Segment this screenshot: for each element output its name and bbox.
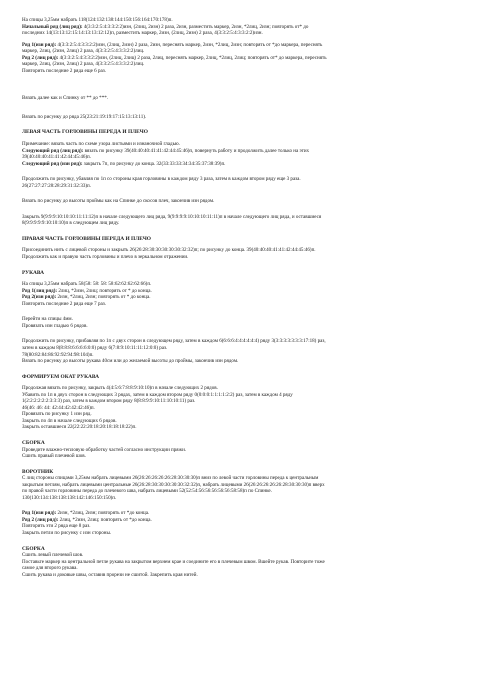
collar-para-1-total: 130(130:134:138:138:138:142:146:150:150)п. (22, 494, 117, 501)
left-para-1-cont: 26(27:27:27:28:28:29:31:32:33)п. (22, 182, 92, 189)
collar-para-1: С лиц стороны спицами 3,25мм набрать лицевыми 26(26:26:26:26:26:28:30:30:30)п вниз по левой части горловины переда к центральным (22, 475, 319, 482)
section-title-right-neck: ПРАВАЯ ЧАСТЬ ГОРЛОВИНЫ ПЕРЕДА И ПЛЕЧО (22, 235, 151, 242)
collar-para-1-cont: закрытым петлям, набрать лицевыми центральные 26(26:28:30:30:30:30:30:32:32)п, набрать лицевыми 26(26:26:26:26:26:28:30:30:30)п вверх (22, 481, 325, 488)
row-2-label: Ряд 2 (лиц ряд): (22, 54, 59, 61)
cap-para-4: Закрыть по 4п в начале следующих 6 рядов. (22, 417, 117, 424)
intro-row-2-cont: маркер, 2лиц, (2изн, 2лиц) 2 раза, 4(3:3:2:5:4:3:3:2:2)лиц. (22, 61, 145, 68)
sleeve-row-1-text: 2лиц, *2изн, 2лиц; повторять от * до конца. (57, 287, 152, 294)
cap-para-5: Закрыть оставшиеся 22(22:22:20:18:20:18:18:18:22)п. (22, 424, 137, 431)
assembly-2-para-1: Сшить левый плечевой шов. (22, 552, 84, 559)
collar-row-2-text: 2лиц, *2изн, 2лиц; повторять от *до конца. (58, 516, 152, 523)
sleeve-row-2-label: Ряд 2(изн ряд): (22, 294, 57, 301)
row-1-label: Ряд 1(изн ряд): (22, 41, 57, 48)
section-title-collar: ВОРОТНИК (22, 468, 54, 475)
collar-repeat: Повторить эти 2 ряда еще 8 раз. (22, 523, 91, 530)
section-title-sleeves: РУКАВА (22, 269, 45, 276)
assembly-2-para-2: Поставьте маркер на центральной петле рукава на закрытом верхнем крае и соедините его в плечевым швом. Вшейте рукав. Повторите тоже (22, 558, 325, 565)
setup-row-label: Начальный ряд (лиц ряд): (22, 23, 83, 30)
section-title-left-neck: ЛЕВАЯ ЧАСТЬ ГОРЛОВИНЫ ПЕРЕДА И ПЛЕЧО (22, 129, 148, 136)
sleeve-row-2-text: 2изн, *2лиц, 2изн; повторять от * до конца. (56, 294, 151, 301)
cap-para-2-cont: 1(2:2:2:2:2:2:3:3:3) раз, затем в каждом втором ряду 8(8:8:9:9:10:11:10:10:11) раз. (22, 398, 196, 405)
setup-row-text: 4(3:3:2:5:4:3:3:2:2)изн, (2лиц, 2изн) 2 раза, 2изн, разместить маркер, 2изн, *2лиц, 2изн; повторять от* до (82, 23, 309, 30)
left-next-row-ws-text: закрыть 7п, по рисунку до конца. 32(33:33:33:34:34:35:37:38:39)п. (82, 160, 226, 167)
sleeve-cast-on: На спицы 3,25мм набрать 58(58: 58: 58: 58:62:62:62:62:66)п. (22, 281, 152, 288)
section-title-assembly-2: СБОРКА (22, 545, 45, 552)
section-title-assembly-1: СБОРКА (22, 439, 45, 446)
left-next-row-rs-label: Следующий ряд (лиц ряд): (22, 147, 84, 154)
intro-row-1-cont: маркер, 2лиц, (2изн, 2лиц) 2 раза, 4(3:3:2:5:4:3:3:2:2)лиц. (22, 48, 145, 55)
sleeve-stockinette: Провязать изн гладью 6 рядов. (22, 322, 88, 329)
left-next-row-rs-cont: 39(40:40:40:41:41:42:44:45:46)п. (22, 154, 92, 161)
sleeve-needles: Перейти на спицы 4мм. (22, 316, 73, 323)
sleeve-increase-total: 78(80:82:84:86:92:92:94:98:104)п. (22, 351, 94, 358)
sleeve-increase-cont: затем в каждом 8(8:8:8:6:6:6:6:0:0) ряду 6(7:8:9:10:11:11:12:0:0) раз. (22, 344, 168, 351)
left-para-2: Вязать по рисунку до высоты проймы как на Спинке до скосов плеч, закончив изн рядом. (22, 198, 215, 205)
collar-row-1-text: 2изн, *2лиц, 2изн; повторять от *до конца. (56, 510, 150, 517)
right-para-1: Присоединить нить с лицевой стороны и закрыть 26(26:28:30:30:30:30:30:32:32)п; по рисунку до конца. 39(40:40:40:41:41:42:44:45:46)п. (22, 247, 316, 254)
collar-row-2-label: Ряд 2 (лиц ряд): (22, 516, 59, 523)
right-para-2: Продолжить как и правую часть горловины и плечо в зеркальном отражении. (22, 254, 189, 261)
left-next-row-ws-label: Следующий ряд (изн ряд): (22, 160, 83, 167)
intro-note-2: Вязать по рисунку до ряда 25(23:21:19:19:17:15:13:13:11). (22, 113, 147, 120)
intro-cast-on: На спицы 3,25мм набрать 118(124:132:138:144:150:156:164:170:178)п. (22, 17, 173, 23)
sleeve-length: Вязать по рисунку до высоты рукава 40см или до желаемой высоты до проймы, закончив изн рядом. (22, 358, 239, 365)
sleeve-row-1-label: Ряд 1(лиц ряд): (22, 287, 58, 294)
row-1-text: 4(3:3:2:5:4:3:3:2:2)изн, (2лиц, 2изн) 2 раза, 2изн, переснять маркер, 2изн, *2лиц, 2изн; повторять от *до маркера, переснять (56, 41, 323, 48)
intro-note-1: Вязать далее как и Спинку от ** до ***. (22, 95, 109, 102)
assembly-1-para-2: Сшить правый плечевой шов. (22, 453, 86, 460)
intro-repeat: Повторить последние 2 ряда еще 6 раз. (22, 67, 106, 74)
left-para-1: Продолжить по рисунку, убавляя по 1п со стороны края горловины в каждом ряду 3 раза, затем в каждом втором ряду еще 3 раза. (22, 176, 301, 183)
section-title-sleeve-cap: ФОРМИРУЕМ ОКАТ РУКАВА (22, 373, 100, 380)
cap-para-2-total: 46(46: 46: 44: 42:44:42:42:42:46)п. (22, 404, 95, 411)
sleeve-increase: Продолжить по рисунку, прибавляя по 1п с двух сторон в следующем ряду, затем в каждом 6(6:6:6:4:4:4:4:4:4) ряду 3(3:3:3:3:3:3:3:17:18) раз, (22, 338, 326, 345)
intro-setup-row-cont: последних 14(13:13:12:15:14:13:13:12:12)п, разместить маркер, 2изн, (2лиц, 2изн) 2 раза, 4(3:3:2:5:4:3:3:2:2)изн. (22, 30, 263, 37)
collar-para-1-cont2: по правой части горловины переда до плечевого шва, набрать лицевыми 52(52:54:56:56:56:56:56:58:58)п по Спинке. (22, 488, 272, 495)
collar-row-1-label: Ряд 1(изн ряд): (22, 510, 57, 517)
cap-para-3: Провязать по рисунку 1 изн ряд. (22, 411, 92, 418)
assembly-2-para-3: Сшить рукава и доковые швы, оставив прорези не сшитой. Закрепить края нитей. (22, 571, 198, 578)
left-para-3: Закрыть 9(9:9:9:10:10:10:11:11:12)п в начале следующего лиц ряда, 9(9:9:9:9:10:10:10:11:11)п в начале следующего лиц ряда, и оставшиеся (22, 213, 322, 220)
cap-para-2: Убавить по 1п в двух сторон в следующих 3 рядах, затем в каждом втором ряду 0(0:0:0:1:1:1:1:2:2) раз, затем в каждом 4 ряду (22, 391, 293, 398)
left-note: Примечание: вязать часть по схеме узора листьями и изнаночной гладью. (22, 141, 180, 148)
assembly-2-para-2-cont: самое для второго рукава. (22, 565, 78, 572)
row-2-text: 4(3:3:2:5:4:3:3:2:2)изн, (2лиц, 2лиц) 2 раза, 2лиц, переснять маркер, 2лиц, *2лиц, 2лиц; повторять от* до маркера, переснять (58, 54, 327, 61)
left-para-3-cont: 8(9:9:9:9:9:10:10:10)п в следующем лиц ряду. (22, 220, 120, 227)
assembly-1-para-1: Проведите влажно-тепловую обработку частей согласно инструкции пряжи. (22, 446, 187, 453)
sleeve-repeat: Повторить последние 2 ряда еще 7 раз. (22, 300, 106, 307)
cap-para-1: Продолжая вязать по рисунку, закрыть 4(4:5:6:7:8:8:9:10:10)п в начале следующих 2 рядов. (22, 385, 218, 392)
left-next-row-rs-text: вязать по рисунку 39(40:40:40:41:41:42:44:45:46)п, повернуть работу и продолжить далее только на этих (83, 147, 310, 154)
collar-bind-off: Закрыть петли по рисунку с изн стороны. (22, 529, 112, 536)
